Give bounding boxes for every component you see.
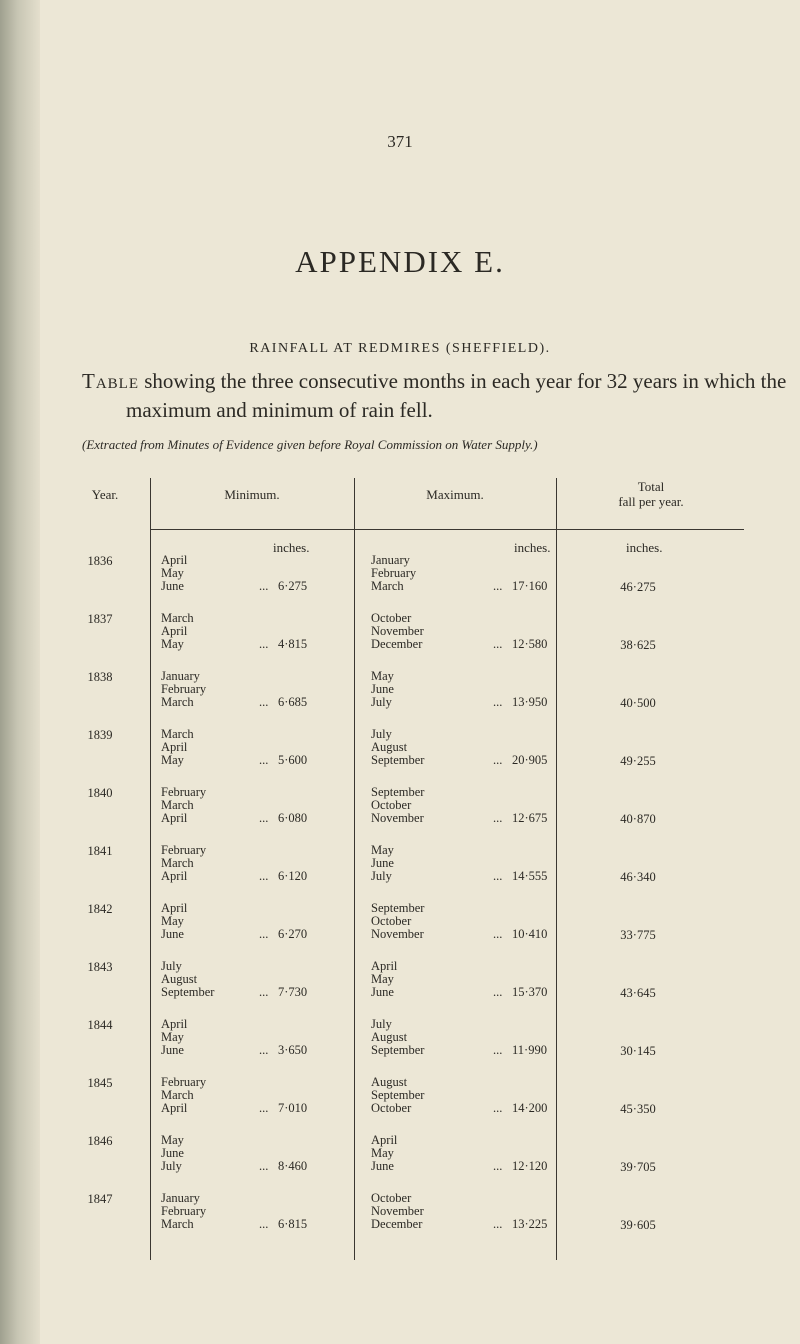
appendix-title: APPENDIX E. <box>295 244 505 279</box>
leader-dots: ... <box>259 869 269 883</box>
min-month: April <box>161 869 188 883</box>
max-value: 17·160 <box>512 579 548 593</box>
min-month: May <box>161 1030 184 1044</box>
max-month: June <box>371 1159 394 1173</box>
leader-dots: ... <box>259 927 269 941</box>
total-cell: 46·275 <box>620 580 656 594</box>
max-month: June <box>371 682 394 696</box>
leader-dots: ... <box>493 1217 503 1231</box>
leader-dots: ... <box>493 1159 503 1173</box>
min-month: April <box>161 811 188 825</box>
min-value: 7·730 <box>278 985 308 999</box>
min-month: March <box>161 798 194 812</box>
header-rule <box>150 529 744 530</box>
max-month: April <box>371 959 398 973</box>
minimum-cell <box>161 554 341 593</box>
minimum-cell <box>161 1134 341 1173</box>
minimum-cell <box>161 960 341 999</box>
min-month: May <box>161 1133 184 1147</box>
year-cell: 1836 <box>87 554 113 568</box>
max-month: April <box>371 1133 398 1147</box>
min-value: 4·815 <box>278 637 308 651</box>
max-month: October <box>371 1101 412 1115</box>
max-month: May <box>371 843 394 857</box>
max-month: July <box>371 727 392 741</box>
max-value: 11·990 <box>512 1043 547 1057</box>
minimum-cell <box>161 844 341 883</box>
max-month: October <box>371 611 412 625</box>
min-value: 7·010 <box>278 1101 308 1115</box>
max-value: 13·950 <box>512 695 548 709</box>
year-cell: 1845 <box>87 1076 113 1090</box>
max-value: 20·905 <box>512 753 548 767</box>
min-month: May <box>161 566 184 580</box>
year-cell: 1843 <box>87 960 113 974</box>
max-month: May <box>371 972 394 986</box>
total-cell: 40·500 <box>620 696 656 710</box>
max-value: 13·225 <box>512 1217 548 1231</box>
min-month: January <box>161 669 200 683</box>
min-month: August <box>161 972 198 986</box>
min-month: February <box>161 682 207 696</box>
minimum-cell <box>161 612 341 651</box>
min-month: July <box>161 959 182 973</box>
year-cell: 1844 <box>87 1018 113 1032</box>
leader-dots: ... <box>259 637 269 651</box>
total-cell: 39·705 <box>620 1160 656 1174</box>
max-month: March <box>371 579 404 593</box>
min-month: May <box>161 637 184 651</box>
minimum-cell <box>161 1192 341 1231</box>
min-month: March <box>161 611 194 625</box>
maximum-cell <box>371 1076 571 1115</box>
min-month: February <box>161 843 207 857</box>
min-month: June <box>161 579 184 593</box>
minimum-cell <box>161 728 341 767</box>
min-month: April <box>161 553 188 567</box>
source-note: (Extracted from Minutes of Evidence given before Royal Commission on Water Supply.) <box>82 437 538 452</box>
min-month: April <box>161 740 188 754</box>
total-cell: 30·145 <box>620 1044 656 1058</box>
leader-dots: ... <box>493 985 503 999</box>
minimum-cell <box>161 1018 341 1057</box>
max-value: 15·370 <box>512 985 548 999</box>
max-month: July <box>371 869 392 883</box>
min-month: March <box>161 1217 194 1231</box>
max-month: October <box>371 914 412 928</box>
total-cell: 46·340 <box>620 870 656 884</box>
min-month: January <box>161 1191 200 1205</box>
year-cell: 1842 <box>87 902 113 916</box>
max-month: June <box>371 856 394 870</box>
table-row <box>60 1184 760 1300</box>
max-value: 14·200 <box>512 1101 548 1115</box>
max-month: May <box>371 1146 394 1160</box>
max-month: July <box>371 1017 392 1031</box>
max-month: October <box>371 798 412 812</box>
header-maximum: Maximum. <box>426 487 484 502</box>
min-value: 6·275 <box>278 579 308 593</box>
max-month: August <box>371 740 408 754</box>
header-minimum: Minimum. <box>224 487 280 502</box>
maximum-cell <box>371 786 571 825</box>
units-maximum: inches. <box>514 540 551 555</box>
min-month: June <box>161 1043 184 1057</box>
max-month: September <box>371 753 425 767</box>
year-cell: 1846 <box>87 1134 113 1148</box>
leader-dots: ... <box>493 579 503 593</box>
year-cell: 1841 <box>87 844 113 858</box>
minimum-cell <box>161 1076 341 1115</box>
units-total: inches. <box>626 540 663 555</box>
max-month: July <box>371 695 392 709</box>
maximum-cell <box>371 1018 571 1057</box>
table-subtitle: RAINFALL AT REDMIRES (SHEFFIELD). <box>249 341 551 356</box>
units-minimum: inches. <box>273 540 310 555</box>
header-total <box>556 479 746 509</box>
page-number: 371 <box>387 132 413 151</box>
max-month: September <box>371 1043 425 1057</box>
min-value: 6·120 <box>278 869 308 883</box>
max-month: November <box>371 1204 424 1218</box>
maximum-cell <box>371 1134 571 1173</box>
max-month: September <box>371 1088 425 1102</box>
leader-dots: ... <box>259 1217 269 1231</box>
table-description <box>82 367 800 425</box>
total-cell: 45·350 <box>620 1102 656 1116</box>
max-month: December <box>371 1217 423 1231</box>
minimum-cell <box>161 670 341 709</box>
total-cell: 33·775 <box>620 928 656 942</box>
header-year: Year. <box>91 487 119 502</box>
total-cell: 40·870 <box>620 812 656 826</box>
min-month: February <box>161 1204 207 1218</box>
leader-dots: ... <box>493 753 503 767</box>
min-month: June <box>161 1146 184 1160</box>
max-month: September <box>371 785 425 799</box>
min-value: 5·600 <box>278 753 308 767</box>
max-month: August <box>371 1075 408 1089</box>
year-cell: 1840 <box>87 786 113 800</box>
min-month: March <box>161 727 194 741</box>
maximum-cell <box>371 670 571 709</box>
min-value: 6·270 <box>278 927 308 941</box>
leader-dots: ... <box>493 637 503 651</box>
leader-dots: ... <box>259 1101 269 1115</box>
year-cell: 1837 <box>87 612 113 626</box>
year-cell: 1847 <box>87 1192 113 1206</box>
leader-dots: ... <box>493 695 503 709</box>
maximum-cell <box>371 728 571 767</box>
maximum-cell <box>371 960 571 999</box>
max-month: February <box>371 566 417 580</box>
total-cell: 39·605 <box>620 1218 656 1232</box>
max-month: October <box>371 1191 412 1205</box>
maximum-cell <box>371 612 571 651</box>
min-month: March <box>161 856 194 870</box>
max-month: May <box>371 669 394 683</box>
year-cell: 1839 <box>87 728 113 742</box>
min-month: September <box>161 985 215 999</box>
maximum-cell <box>371 554 571 593</box>
min-month: June <box>161 927 184 941</box>
leader-dots: ... <box>493 1043 503 1057</box>
max-month: November <box>371 927 424 941</box>
max-month: November <box>371 811 424 825</box>
min-month: May <box>161 914 184 928</box>
max-month: December <box>371 637 423 651</box>
max-month: June <box>371 985 394 999</box>
total-cell: 49·255 <box>620 754 656 768</box>
leader-dots: ... <box>259 695 269 709</box>
leader-dots: ... <box>259 811 269 825</box>
min-value: 3·650 <box>278 1043 308 1057</box>
total-cell: 43·645 <box>620 986 656 1000</box>
min-month: May <box>161 753 184 767</box>
max-month: November <box>371 624 424 638</box>
min-month: February <box>161 1075 207 1089</box>
min-month: March <box>161 695 194 709</box>
leader-dots: ... <box>493 811 503 825</box>
min-value: 8·460 <box>278 1159 308 1173</box>
page-edge-shadow <box>0 0 40 1344</box>
year-cell: 1838 <box>87 670 113 684</box>
min-month: April <box>161 901 188 915</box>
maximum-cell <box>371 902 571 941</box>
maximum-cell <box>371 844 571 883</box>
max-value: 10·410 <box>512 927 548 941</box>
leader-dots: ... <box>259 579 269 593</box>
leader-dots: ... <box>259 753 269 767</box>
min-month: April <box>161 1017 188 1031</box>
min-month: March <box>161 1088 194 1102</box>
min-value: 6·080 <box>278 811 308 825</box>
min-value: 6·685 <box>278 695 308 709</box>
min-month: July <box>161 1159 182 1173</box>
leader-dots: ... <box>493 1101 503 1115</box>
leader-dots: ... <box>493 927 503 941</box>
leader-dots: ... <box>259 985 269 999</box>
min-month: April <box>161 1101 188 1115</box>
leader-dots: ... <box>259 1159 269 1173</box>
description-text: showing the three consecutive months in each year for 32 years in which the maximum and minimum of rain fell. <box>126 369 787 422</box>
minimum-cell <box>161 902 341 941</box>
max-month: September <box>371 901 425 915</box>
min-value: 6·815 <box>278 1217 308 1231</box>
max-value: 12·580 <box>512 637 548 651</box>
max-value: 12·675 <box>512 811 548 825</box>
max-value: 12·120 <box>512 1159 548 1173</box>
leader-dots: ... <box>493 869 503 883</box>
leader-dots: ... <box>259 1043 269 1057</box>
minimum-cell <box>161 786 341 825</box>
description-lead: Table <box>82 369 139 393</box>
header-total-line2: fall per year. <box>618 494 684 509</box>
header-total-line1: Total <box>637 479 665 494</box>
min-month: April <box>161 624 188 638</box>
max-month: January <box>371 553 410 567</box>
max-value: 14·555 <box>512 869 548 883</box>
maximum-cell <box>371 1192 571 1231</box>
min-month: February <box>161 785 207 799</box>
max-month: August <box>371 1030 408 1044</box>
total-cell: 38·625 <box>620 638 656 652</box>
